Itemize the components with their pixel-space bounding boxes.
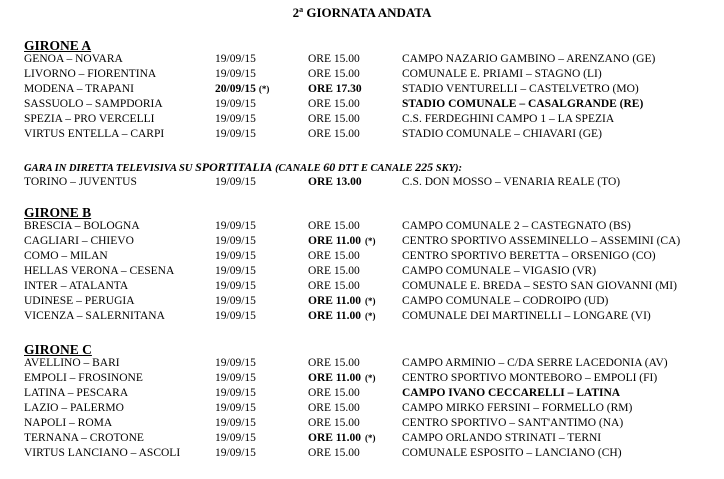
title-text: GIORNATA ANDATA	[303, 5, 432, 20]
table-row	[0, 220, 724, 235]
match-time-value: ORE 15.00	[308, 387, 360, 399]
match-teams: TORINO – JUVENTUS	[24, 176, 137, 188]
match-venue: CAMPO MIRKO FERSINI – FORMELLO (RM)	[402, 402, 633, 414]
match-date-value: 19/09/15	[215, 53, 256, 65]
match-time	[308, 447, 360, 459]
match-time-value: ORE 15.00	[308, 357, 360, 369]
group-heading-b: GIRONE B	[24, 205, 92, 220]
match-date	[215, 83, 269, 95]
match-date-value: 19/09/15	[215, 265, 256, 277]
table-row	[0, 83, 724, 98]
match-date-value: 19/09/15	[215, 447, 256, 459]
match-date-value: 19/09/15	[215, 310, 256, 322]
match-teams: AVELLINO – BARI	[24, 357, 120, 369]
match-teams: LAZIO – PALERMO	[24, 402, 124, 414]
match-teams: COMO – MILAN	[24, 250, 108, 262]
match-venue: C.S. DON MOSSO – VENARIA REALE (TO)	[402, 176, 621, 188]
table-row	[0, 310, 724, 325]
match-time-value: ORE 11.00	[308, 295, 362, 307]
match-time	[308, 387, 360, 399]
match-time-value: ORE 15.00	[308, 265, 360, 277]
match-venue: CENTRO SPORTIVO MONTEBORO – EMPOLI (FI)	[402, 372, 658, 384]
match-date	[215, 372, 256, 384]
table-row	[0, 372, 724, 387]
time-footnote-marker: (*)	[365, 373, 376, 383]
match-time	[308, 113, 360, 125]
table-row-tv-match	[0, 176, 724, 191]
match-time-value: ORE 17.30	[308, 83, 362, 95]
match-teams: VICENZA – SALERNITANA	[24, 310, 165, 322]
table-row	[0, 68, 724, 83]
match-teams: HELLAS VERONA – CESENA	[24, 265, 175, 277]
match-time	[308, 220, 360, 232]
match-teams: GENOA – NOVARA	[24, 53, 123, 65]
match-date	[215, 447, 256, 459]
match-time	[308, 357, 360, 369]
match-date-value: 19/09/15	[215, 295, 256, 307]
match-date	[215, 387, 256, 399]
match-time	[308, 310, 376, 322]
match-teams: SASSUOLO – SAMPDORIA	[24, 98, 163, 110]
table-row	[0, 402, 724, 417]
match-time-value: ORE 11.00	[308, 310, 362, 322]
match-time	[308, 53, 360, 65]
match-venue: CAMPO COMUNALE – VIGASIO (VR)	[402, 265, 597, 277]
table-row	[0, 113, 724, 128]
match-date	[215, 128, 256, 140]
match-date-value: 19/09/15	[215, 280, 256, 292]
match-venue: CAMPO NAZARIO GAMBINO – ARENZANO (GE)	[402, 53, 656, 65]
match-time-value: ORE 15.00	[308, 280, 360, 292]
match-time-value: ORE 15.00	[308, 402, 360, 414]
match-time	[308, 402, 360, 414]
title-number: 2	[292, 5, 300, 20]
table-row	[0, 447, 724, 462]
match-venue: CENTRO SPORTIVO BERETTA – ORSENIGO (CO)	[402, 250, 656, 262]
match-time-value: ORE 11.00	[308, 432, 362, 444]
match-teams: TERNANA – CROTONE	[24, 432, 144, 444]
match-time-value: ORE 15.00	[308, 417, 360, 429]
match-date-value: 19/09/15	[215, 402, 256, 414]
match-time	[308, 128, 360, 140]
match-date: 19/09/15	[215, 176, 256, 188]
match-teams: MODENA – TRAPANI	[24, 83, 134, 95]
match-time-value: ORE 11.00	[308, 235, 362, 247]
table-row	[0, 417, 724, 432]
match-date	[215, 402, 256, 414]
match-time-value: ORE 15.00	[308, 113, 360, 125]
match-venue: CAMPO ARMINIO – C/DA SERRE LACEDONIA (AV)	[402, 357, 668, 369]
match-venue: CAMPO ORLANDO STRINATI – TERNI	[402, 432, 602, 444]
match-date-value: 20/09/15	[215, 83, 256, 95]
match-date	[215, 310, 256, 322]
match-date	[215, 235, 256, 247]
match-time-value: ORE 15.00	[308, 447, 360, 459]
match-venue: STADIO VENTURELLI – CASTELVETRO (MO)	[402, 83, 639, 95]
group-heading-c: GIRONE C	[24, 342, 92, 357]
table-row	[0, 357, 724, 372]
match-date	[215, 113, 256, 125]
table-row	[0, 432, 724, 447]
match-teams: LIVORNO – FIORENTINA	[24, 68, 157, 80]
title-superscript: a	[299, 5, 304, 14]
match-date-value: 19/09/15	[215, 68, 256, 80]
match-venue: COMUNALE DEI MARTINELLI – LONGARE (VI)	[402, 310, 651, 322]
table-row	[0, 53, 724, 68]
match-date-value: 19/09/15	[215, 235, 256, 247]
match-teams: SPEZIA – PRO VERCELLI	[24, 113, 155, 125]
match-teams: VIRTUS LANCIANO – ASCOLI	[24, 447, 181, 459]
match-time	[308, 372, 376, 384]
match-date-value: 19/09/15	[215, 128, 256, 140]
match-time	[308, 280, 360, 292]
match-venue: COMUNALE E. PRIAMI – STAGNO (LI)	[402, 68, 602, 80]
match-time-value: ORE 11.00	[308, 372, 362, 384]
match-time	[308, 98, 360, 110]
match-date-value: 19/09/15	[215, 387, 256, 399]
match-time-value: ORE 15.00	[308, 220, 360, 232]
match-date-value: 19/09/15	[215, 417, 256, 429]
match-date	[215, 68, 256, 80]
match-teams: BRESCIA – BOLOGNA	[24, 220, 140, 232]
match-date-value: 19/09/15	[215, 113, 256, 125]
match-time-value: ORE 15.00	[308, 68, 360, 80]
match-date-value: 19/09/15	[215, 98, 256, 110]
match-time: ORE 13.00	[308, 176, 362, 188]
match-venue: CAMPO COMUNALE 2 – CASTEGNATO (BS)	[402, 220, 631, 232]
match-time	[308, 83, 362, 95]
table-row	[0, 387, 724, 402]
time-footnote-marker: (*)	[365, 311, 376, 321]
time-footnote-marker: (*)	[365, 433, 376, 443]
table-row	[0, 98, 724, 113]
group-heading-a: GIRONE A	[24, 38, 92, 53]
match-venue: CAMPO COMUNALE – CODROIPO (UD)	[402, 295, 609, 307]
match-date	[215, 53, 256, 65]
match-date	[215, 98, 256, 110]
table-row	[0, 295, 724, 310]
match-time-value: ORE 15.00	[308, 53, 360, 65]
match-date	[215, 220, 256, 232]
match-venue: CAMPO IVANO CECCARELLI – LATINA	[402, 387, 621, 399]
match-teams: EMPOLI – FROSINONE	[24, 372, 143, 384]
date-footnote-marker: (*)	[258, 84, 270, 94]
match-date	[215, 280, 256, 292]
match-teams: NAPOLI – ROMA	[24, 417, 113, 429]
match-date-value: 19/09/15	[215, 357, 256, 369]
match-venue: STADIO COMUNALE – CHIAVARI (GE)	[402, 128, 602, 140]
table-row	[0, 280, 724, 295]
time-footnote-marker: (*)	[365, 296, 376, 306]
match-date	[215, 357, 256, 369]
match-venue: STADIO COMUNALE – CASALGRANDE (RE)	[402, 98, 644, 110]
match-time	[308, 235, 376, 247]
match-teams: LATINA – PESCARA	[24, 387, 129, 399]
match-time	[308, 68, 360, 80]
match-time-value: ORE 15.00	[308, 98, 360, 110]
match-time	[308, 417, 360, 429]
table-row	[0, 128, 724, 143]
match-date-value: 19/09/15	[215, 250, 256, 262]
match-time-value: ORE 15.00	[308, 250, 360, 262]
match-date	[215, 295, 256, 307]
match-venue: COMUNALE E. BREDA – SESTO SAN GIOVANNI (MI)	[402, 280, 677, 292]
match-date-value: 19/09/15	[215, 432, 256, 444]
match-teams: CAGLIARI – CHIEVO	[24, 235, 134, 247]
page-title	[0, 5, 724, 21]
table-row	[0, 250, 724, 265]
match-date	[215, 432, 256, 444]
match-date-value: 19/09/15	[215, 372, 256, 384]
table-row	[0, 235, 724, 250]
match-time-value: ORE 15.00	[308, 128, 360, 140]
match-date	[215, 417, 256, 429]
tv-broadcast-note: GARA IN DIRETTA TELEVISIVA SU SPORTITALIA (CANALE 60 DTT E CANALE 225 SKY):	[24, 160, 463, 174]
match-time	[308, 265, 360, 277]
match-venue: CENTRO SPORTIVO – SANT'ANTIMO (NA)	[402, 417, 624, 429]
match-time	[308, 432, 376, 444]
match-date-value: 19/09/15	[215, 220, 256, 232]
table-row	[0, 265, 724, 280]
match-teams: VIRTUS ENTELLA – CARPI	[24, 128, 165, 140]
match-time	[308, 295, 376, 307]
time-footnote-marker: (*)	[365, 236, 376, 246]
match-date	[215, 265, 256, 277]
match-venue: CENTRO SPORTIVO ASSEMINELLO – ASSEMINI (CA)	[402, 235, 681, 247]
match-date	[215, 250, 256, 262]
match-venue: C.S. FERDEGHINI CAMPO 1 – LA SPEZIA	[402, 113, 615, 125]
match-teams: UDINESE – PERUGIA	[24, 295, 135, 307]
match-teams: INTER – ATALANTA	[24, 280, 129, 292]
match-time	[308, 250, 360, 262]
match-venue: COMUNALE ESPOSITO – LANCIANO (CH)	[402, 447, 622, 459]
